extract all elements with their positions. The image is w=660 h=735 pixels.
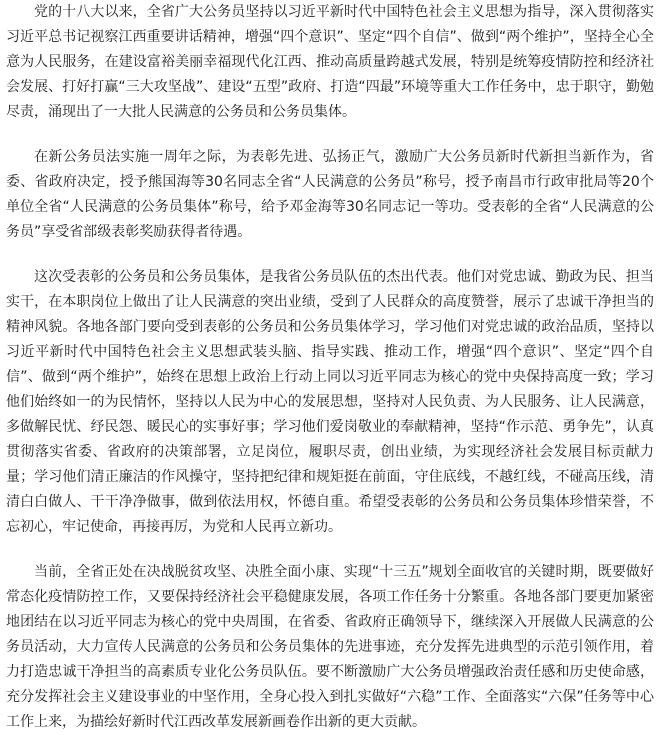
paragraph-2: 在新公务员法实施一周年之际，为表彰先进、弘扬正气，激励广大公务员新时代新担当新作为，省委、省政府决定，授予熊国海等30名同志全省“人民满意的公务员”称号，授予南昌市行政审批局等20个单位全省“人民满意的公务员集体”称号，给予邓金海等30名同志记一等功。受表彰的全省“人民满意的公务员”享受省部级表彰奖励获得者待遇。 bbox=[6, 149, 654, 240]
paragraph-1: 党的十八大以来，全省广大公务员坚持以习近平新时代中国特色社会主义思想为指导，深入贯彻落实习近平总书记视察江西重要讲话精神，增强“四个意识”、坚定“四个自信”、做到“两个维护”，坚持全心全意为人民服务，在建设富裕美丽幸福现代化江西、推动高质量跨越式发展，特别是统筹疫情防控和经济社会发展、打好打赢“三大攻坚战”、建设“五型”政府、打造“四最”环境等重大工作任务中，忠于职守，勤勉尽责，涌现出了一大批人民满意的公务员和公务员集体。 bbox=[6, 4, 654, 120]
paragraph-3: 这次受表彰的公务员和公务员集体，是我省公务员队伍的杰出代表。他们对党忠诚、勤政为民、担当实干，在本职岗位上做出了让人民满意的突出业绩，受到了人民群众的高度赞誉，展示了忠诚干净担当的精神风貌。各地各部门要向受到表彰的公务员和公务员集体学习，学习他们对党忠诚的政治品质，坚持以习近平新时代中国特色社会主义思想武装头脑、指导实践、推动工作，增强“四个意识”、坚定“四个自信”、做到“两个维护”，始终在思想上政治上行动上同以习近平同志为核心的党中央保持高度一致；学习他们始终如一的为民情怀，坚持以人民为中心的发展思想，坚持对人民负责、为人民服务、让人民满意，多做解民忧、纾民怨、暖民心的实事好事；学习他们爱岗敬业的奉献精神，坚持“作示范、勇争先”，认真贯彻落实省委、省政府的决策部署，立足岗位，履职尽责，创出业绩，为实现经济社会发展目标贡献力量；学习他们清正廉洁的作风操守，坚持把纪律和规矩挺在前面，守住底线，不越红线，不碰高压线，清清白白做人、干干净净做事，做到依法用权，怀德自重。希望受表彰的公务员和公务员集体珍惜荣誉，不忘初心，牢记使命，再接再厉，为党和人民再立新功。 bbox=[6, 269, 654, 535]
paragraph-4: 当前，全省正处在决战脱贫攻坚、决胜全面小康、实现“十三五”规划全面收官的关键时期，既要做好常态化疫情防控工作，又要保持经济社会平稳健康发展，各项工作任务十分繁重。各地各部门要更加紧密地团结在以习近平同志为核心的党中央周围，在省委、省政府正确领导下，继续深入开展做人民满意的公务员活动，大力宣传人民满意的公务员和公务员集体的先进事迹，充分发挥先进典型的示范引领作用，着力打造忠诚干净担当的高素质专业化公务员队伍。要不断激励广大公务员增强政治责任感和历史使命感，充分发挥社会主义建设事业的中坚作用，全身心投入到扎实做好“六稳”工作、全面落实“六保”任务等中心工作上来，为描绘好新时代江西改革发展新画卷作出新的更大贡献。 bbox=[6, 564, 654, 730]
